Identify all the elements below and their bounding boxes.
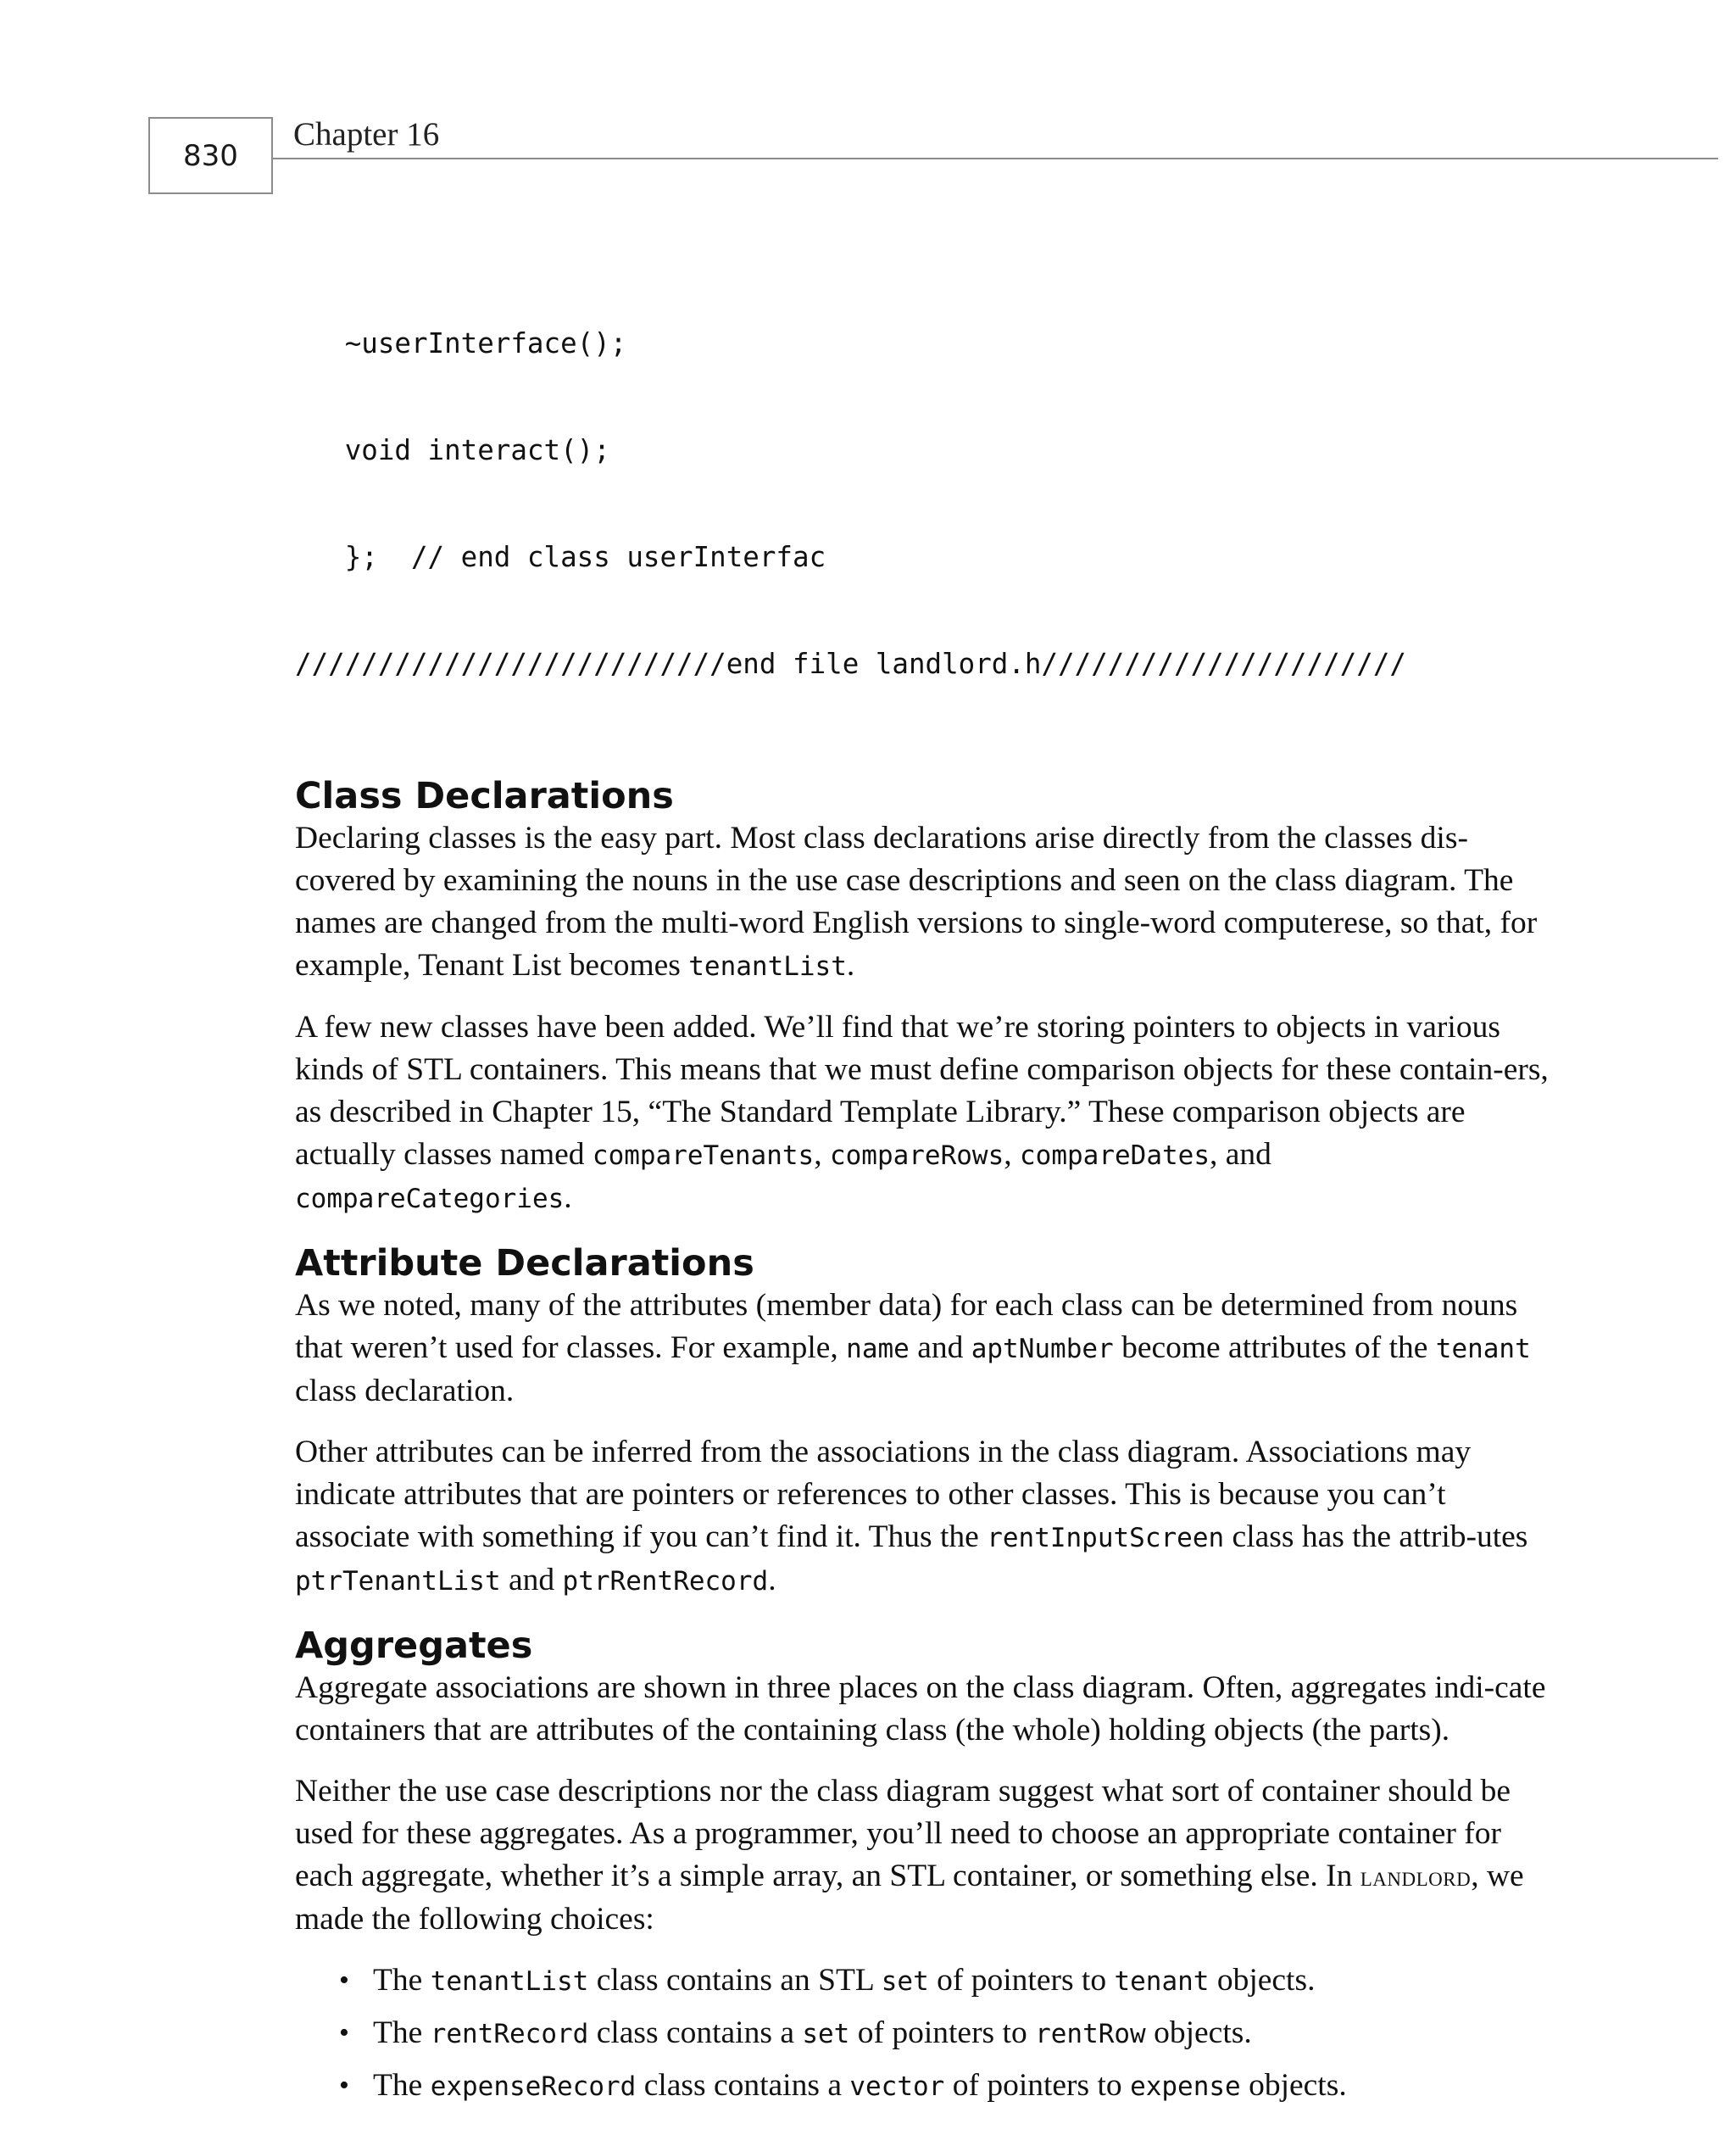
paragraph: Aggregate associations are shown in three places on the class diagram. Often, aggregates indi-cate containers that are attributes of the containing class (the whole) holding objects (the parts). [295,1670,1546,1747]
inline-code: compareTenants [592,1140,815,1171]
inline-code: tenantList [688,951,847,982]
page-number: 830 [148,117,273,194]
code-line: }; // end class userInterfac [295,541,826,573]
inline-code: expenseRecord [430,2071,637,2102]
code-line: ~userInterface(); [295,327,627,360]
inline-code: tenantList [430,1966,589,1997]
inline-code: name [846,1334,910,1364]
inline-code: rentInputScreen [987,1523,1225,1553]
inline-code: vector [849,2071,945,2102]
list-item: • The tenantList class contains an STL set of pointers to tenant objects. [295,1959,1550,2003]
inline-code: compareCategories [295,1184,565,1214]
inline-code: compareDates [1020,1140,1210,1171]
inline-code: tenant [1435,1334,1531,1364]
bullet-icon: • [339,2070,349,2101]
paragraph: Other attributes can be inferred from the associations in the class diagram. Associations may indicate attributes that are pointers or references to other classes. This is because you can’t associate with something if you can’t find it. Thus the rentInputScreen class has the attrib-utes ptrTenantList and ptrRentRecord. [295,1435,1528,1597]
paragraph: Declaring classes is the easy part. Most class declarations arise directly from the classes dis-covered by examining the nouns in the use case descriptions and seen on the class diagram. The names are changed from the multi-word English versions to single-word computerese, so that, for example, Tenant List becomes tenantList. [295,821,1538,983]
section-heading: Aggregates [295,1625,533,1667]
header-rule [273,158,1718,159]
paragraph: Neither the use case descriptions nor the class diagram suggest what sort of container should be used for these aggregates. As a programmer, you’ll need to choose an appropriate container for each aggregate, whether it’s a simple array, an STL container, or something else. In landlord, we made the following choices: [295,1774,1524,1937]
section-attribute-declarations [295,1242,1550,1603]
inline-code: aptNumber [971,1334,1114,1364]
inline-code: set [881,1966,929,1997]
inline-code: ptrTenantList [295,1566,501,1597]
choices-list [295,1959,1550,2108]
inline-code: rentRow [1035,2019,1146,2049]
inline-code: compareRows [829,1140,1004,1171]
code-listing [295,254,1550,753]
list-item: • The rentRecord class contains a set of pointers to rentRow objects. [295,2012,1550,2055]
inline-code: ptrRentRecord [562,1566,769,1597]
paragraph: As we noted, many of the attributes (member data) for each class can be determined from nouns that weren’t used for classes. For example, name and aptNumber become attributes of the tenant class declaration. [295,1288,1531,1408]
section-aggregates [295,1625,1550,2108]
small-caps-text: landlord [1360,1862,1472,1892]
inline-code: set [802,2019,850,2049]
section-class-declarations [295,775,1550,1220]
code-line: void interact(); [295,434,610,466]
list-item: • The expenseRecord class contains a vector of pointers to expense objects. [295,2065,1550,2108]
section-heading: Attribute Declarations [295,1242,754,1285]
paragraph: A few new classes have been added. We’ll find that we’re storing pointers to objects in various kinds of STL containers. This means that we must define comparison objects for these contain-ers, as described in Chapter 15, “The Standard Template Library.” These comparison objects are actually classes named compareTenants, compareRows, compareDates, and compareCategories. [295,1010,1549,1215]
section-heading: Class Declarations [295,775,674,817]
chapter-title: Chapter 16 [293,116,440,153]
page-content [295,254,1550,2117]
bullet-icon: • [339,2017,349,2048]
inline-code: expense [1130,2071,1241,2102]
code-line: //////////////////////////end file landlord.h////////////////////// [295,648,1406,680]
bullet-icon: • [339,1965,349,1996]
inline-code: tenant [1114,1966,1210,1997]
inline-code: rentRecord [430,2019,589,2049]
